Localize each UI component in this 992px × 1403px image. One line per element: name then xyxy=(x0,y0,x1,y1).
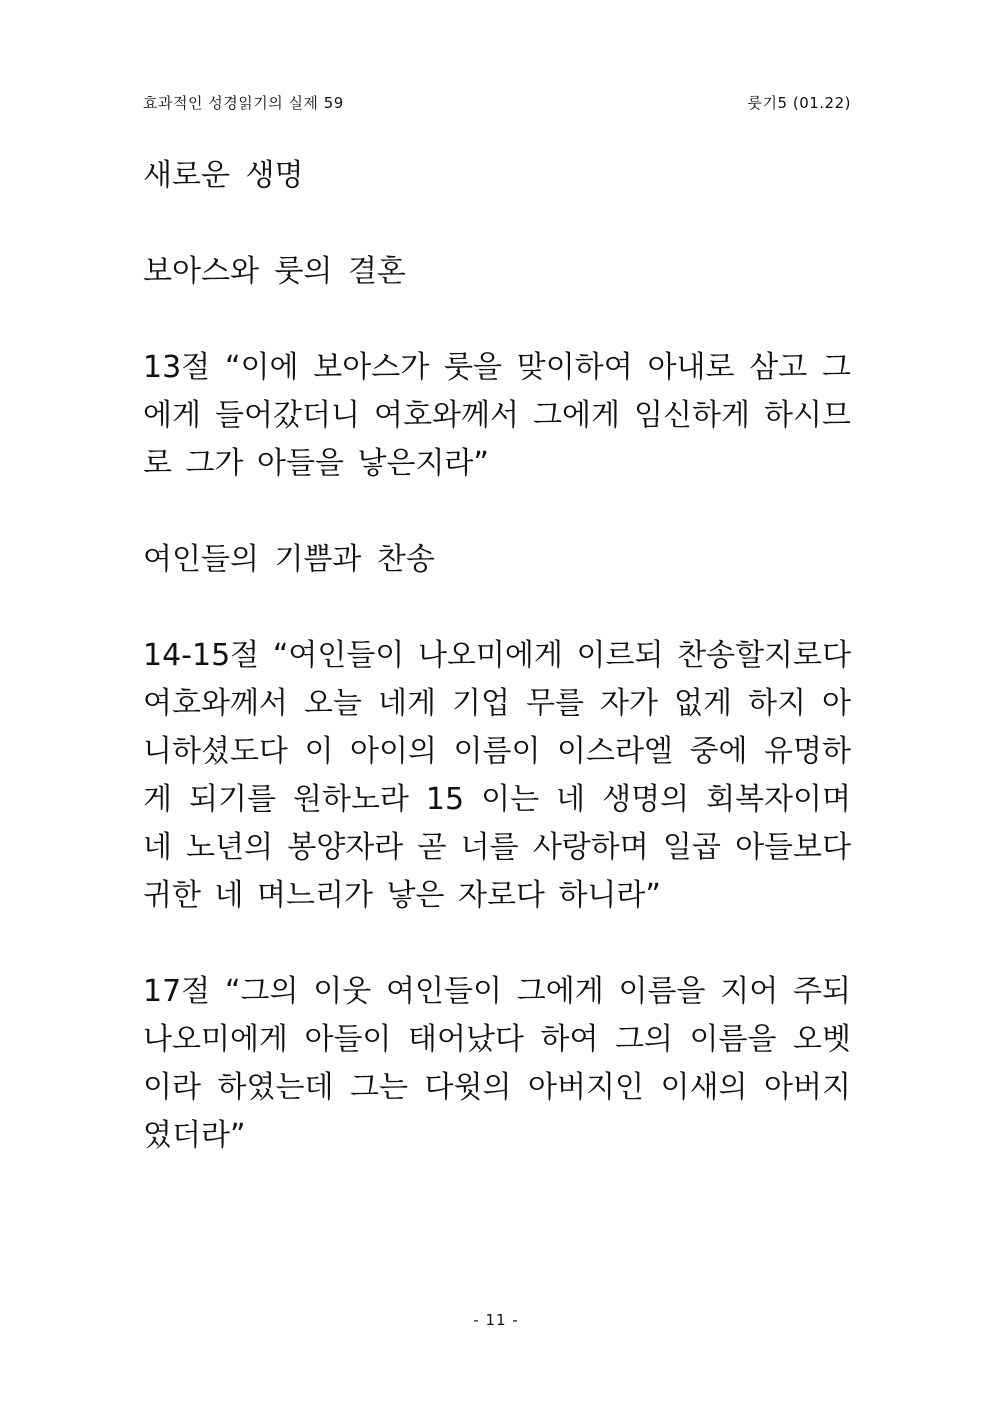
section-heading-marriage: 보아스와 룻의 결혼 xyxy=(143,254,406,289)
header-chapter-date: 룻기5 (01.22) xyxy=(747,94,851,112)
page-number: - 11 - xyxy=(473,1311,519,1329)
verse-13: 13절 “이에 보아스가 룻을 맞이하여 아내로 삼고 그에게 들어갔더니 여호와께서 그에게 임신하게 하시므로 그가 아들을 낳은지라” xyxy=(143,350,851,481)
verse-14-15: 14-15절 “여인들이 나오미에게 이르되 찬송할지로다 여호와께서 오늘 네게 기업 무를 자가 없게 하지 아니하셨도다 이 아이의 이름이 이스라엘 중에 유명하게 되기를 원하노라 15 이는 네 생명의 회복자이며 네 노년의 봉양자라 곧 너를 사랑하며 일곱 아들보다 귀한 네 며느리가 낳은 자로다 하니라” xyxy=(143,638,851,913)
page-title: 새로운 생명 xyxy=(143,158,304,193)
section-heading-joy: 여인들의 기쁨과 찬송 xyxy=(143,542,435,577)
page-content xyxy=(143,152,851,1208)
header-title: 효과적인 성경읽기의 실제 59 xyxy=(143,94,344,112)
verse-17: 17절 “그의 이웃 여인들이 그에게 이름을 지어 주되 나오미에게 아들이 태어났다 하여 그의 이름을 오벳이라 하였는데 그는 다윗의 아버지인 이새의 아버지였더라” xyxy=(143,974,851,1153)
